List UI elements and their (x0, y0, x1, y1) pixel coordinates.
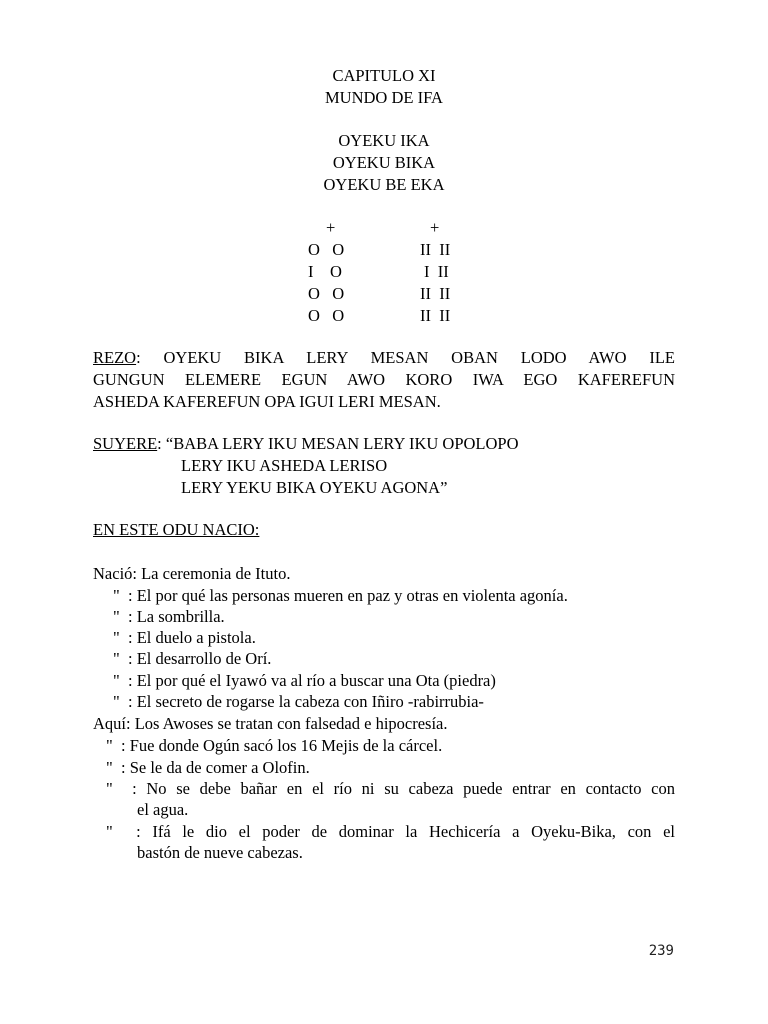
suyere-line-3: LERY YEKU BIKA OYEKU AGONA” (181, 478, 448, 497)
right-sign-row-2: I II (424, 262, 449, 281)
left-sign-row-4: O O (308, 306, 345, 325)
list-item: Aquí: Los Awoses se tratan con falsedad e hipocresía. (93, 714, 448, 733)
section-title: EN ESTE ODU NACIO: (93, 520, 260, 539)
list-item: " : Ifá le dio el poder de dominar la Hechicería a Oyeku-Bika, con el (106, 822, 675, 841)
suyere-line-1 (93, 434, 519, 454)
list-item: " : El por qué las personas mueren en paz y otras en violenta agonía. (113, 586, 568, 605)
list-item: " : La sombrilla. (113, 607, 225, 626)
list-item-continuation: el agua. (137, 800, 189, 819)
page-number: 239 (648, 943, 674, 959)
right-sign-plus: + (430, 218, 440, 237)
rezo-line-1 (93, 348, 675, 368)
odu-name-3: OYEKU BE EKA (323, 175, 445, 194)
left-sign-row-1: O O (308, 240, 345, 259)
list-item: " : El desarrollo de Orí. (113, 649, 272, 668)
rezo-label: REZO (93, 348, 137, 367)
list-item: " : El duelo a pistola. (113, 628, 256, 647)
odu-name-2: OYEKU BIKA (332, 153, 436, 172)
left-sign-row-2: I O (308, 262, 342, 281)
list-item: " : El secreto de rogarse la cabeza con Iñiro -rabirrubia- (113, 692, 484, 711)
rezo-text-1: : OYEKU BIKA LERY MESAN OBAN LODO AWO ILE (136, 348, 675, 367)
right-sign-row-1: II II (420, 240, 451, 259)
odu-name-1: OYEKU IKA (338, 131, 430, 150)
suyere-label: SUYERE (93, 434, 158, 453)
chapter-subtitle: MUNDO DE IFA (325, 88, 443, 107)
left-sign-plus: + (326, 218, 336, 237)
list-item: " : Fue donde Ogún sacó los 16 Mejis de la cárcel. (106, 736, 443, 755)
list-item: " : El por qué el Iyawó va al río a buscar una Ota (piedra) (113, 671, 496, 690)
list-item-continuation: bastón de nueve cabezas. (137, 843, 303, 862)
list-item: " : Se le da de comer a Olofin. (106, 758, 310, 777)
list-item: Nació: La ceremonia de Ituto. (93, 564, 291, 583)
left-sign-row-3: O O (308, 284, 345, 303)
chapter-title: CAPITULO XI (332, 66, 436, 85)
right-sign-row-3: II II (420, 284, 451, 303)
rezo-line-2: GUNGUN ELEMERE EGUN AWO KORO IWA EGO KAFEREFUN (93, 370, 675, 389)
suyere-line-2: LERY IKU ASHEDA LERISO (181, 456, 388, 475)
suyere-text-1: : “BABA LERY IKU MESAN LERY IKU OPOLOPO (157, 434, 519, 453)
rezo-line-3: ASHEDA KAFEREFUN OPA IGUI LERI MESAN. (93, 392, 441, 411)
right-sign-row-4: II II (420, 306, 451, 325)
list-item: " : No se debe bañar en el río ni su cabeza puede entrar en contacto con (106, 779, 675, 798)
